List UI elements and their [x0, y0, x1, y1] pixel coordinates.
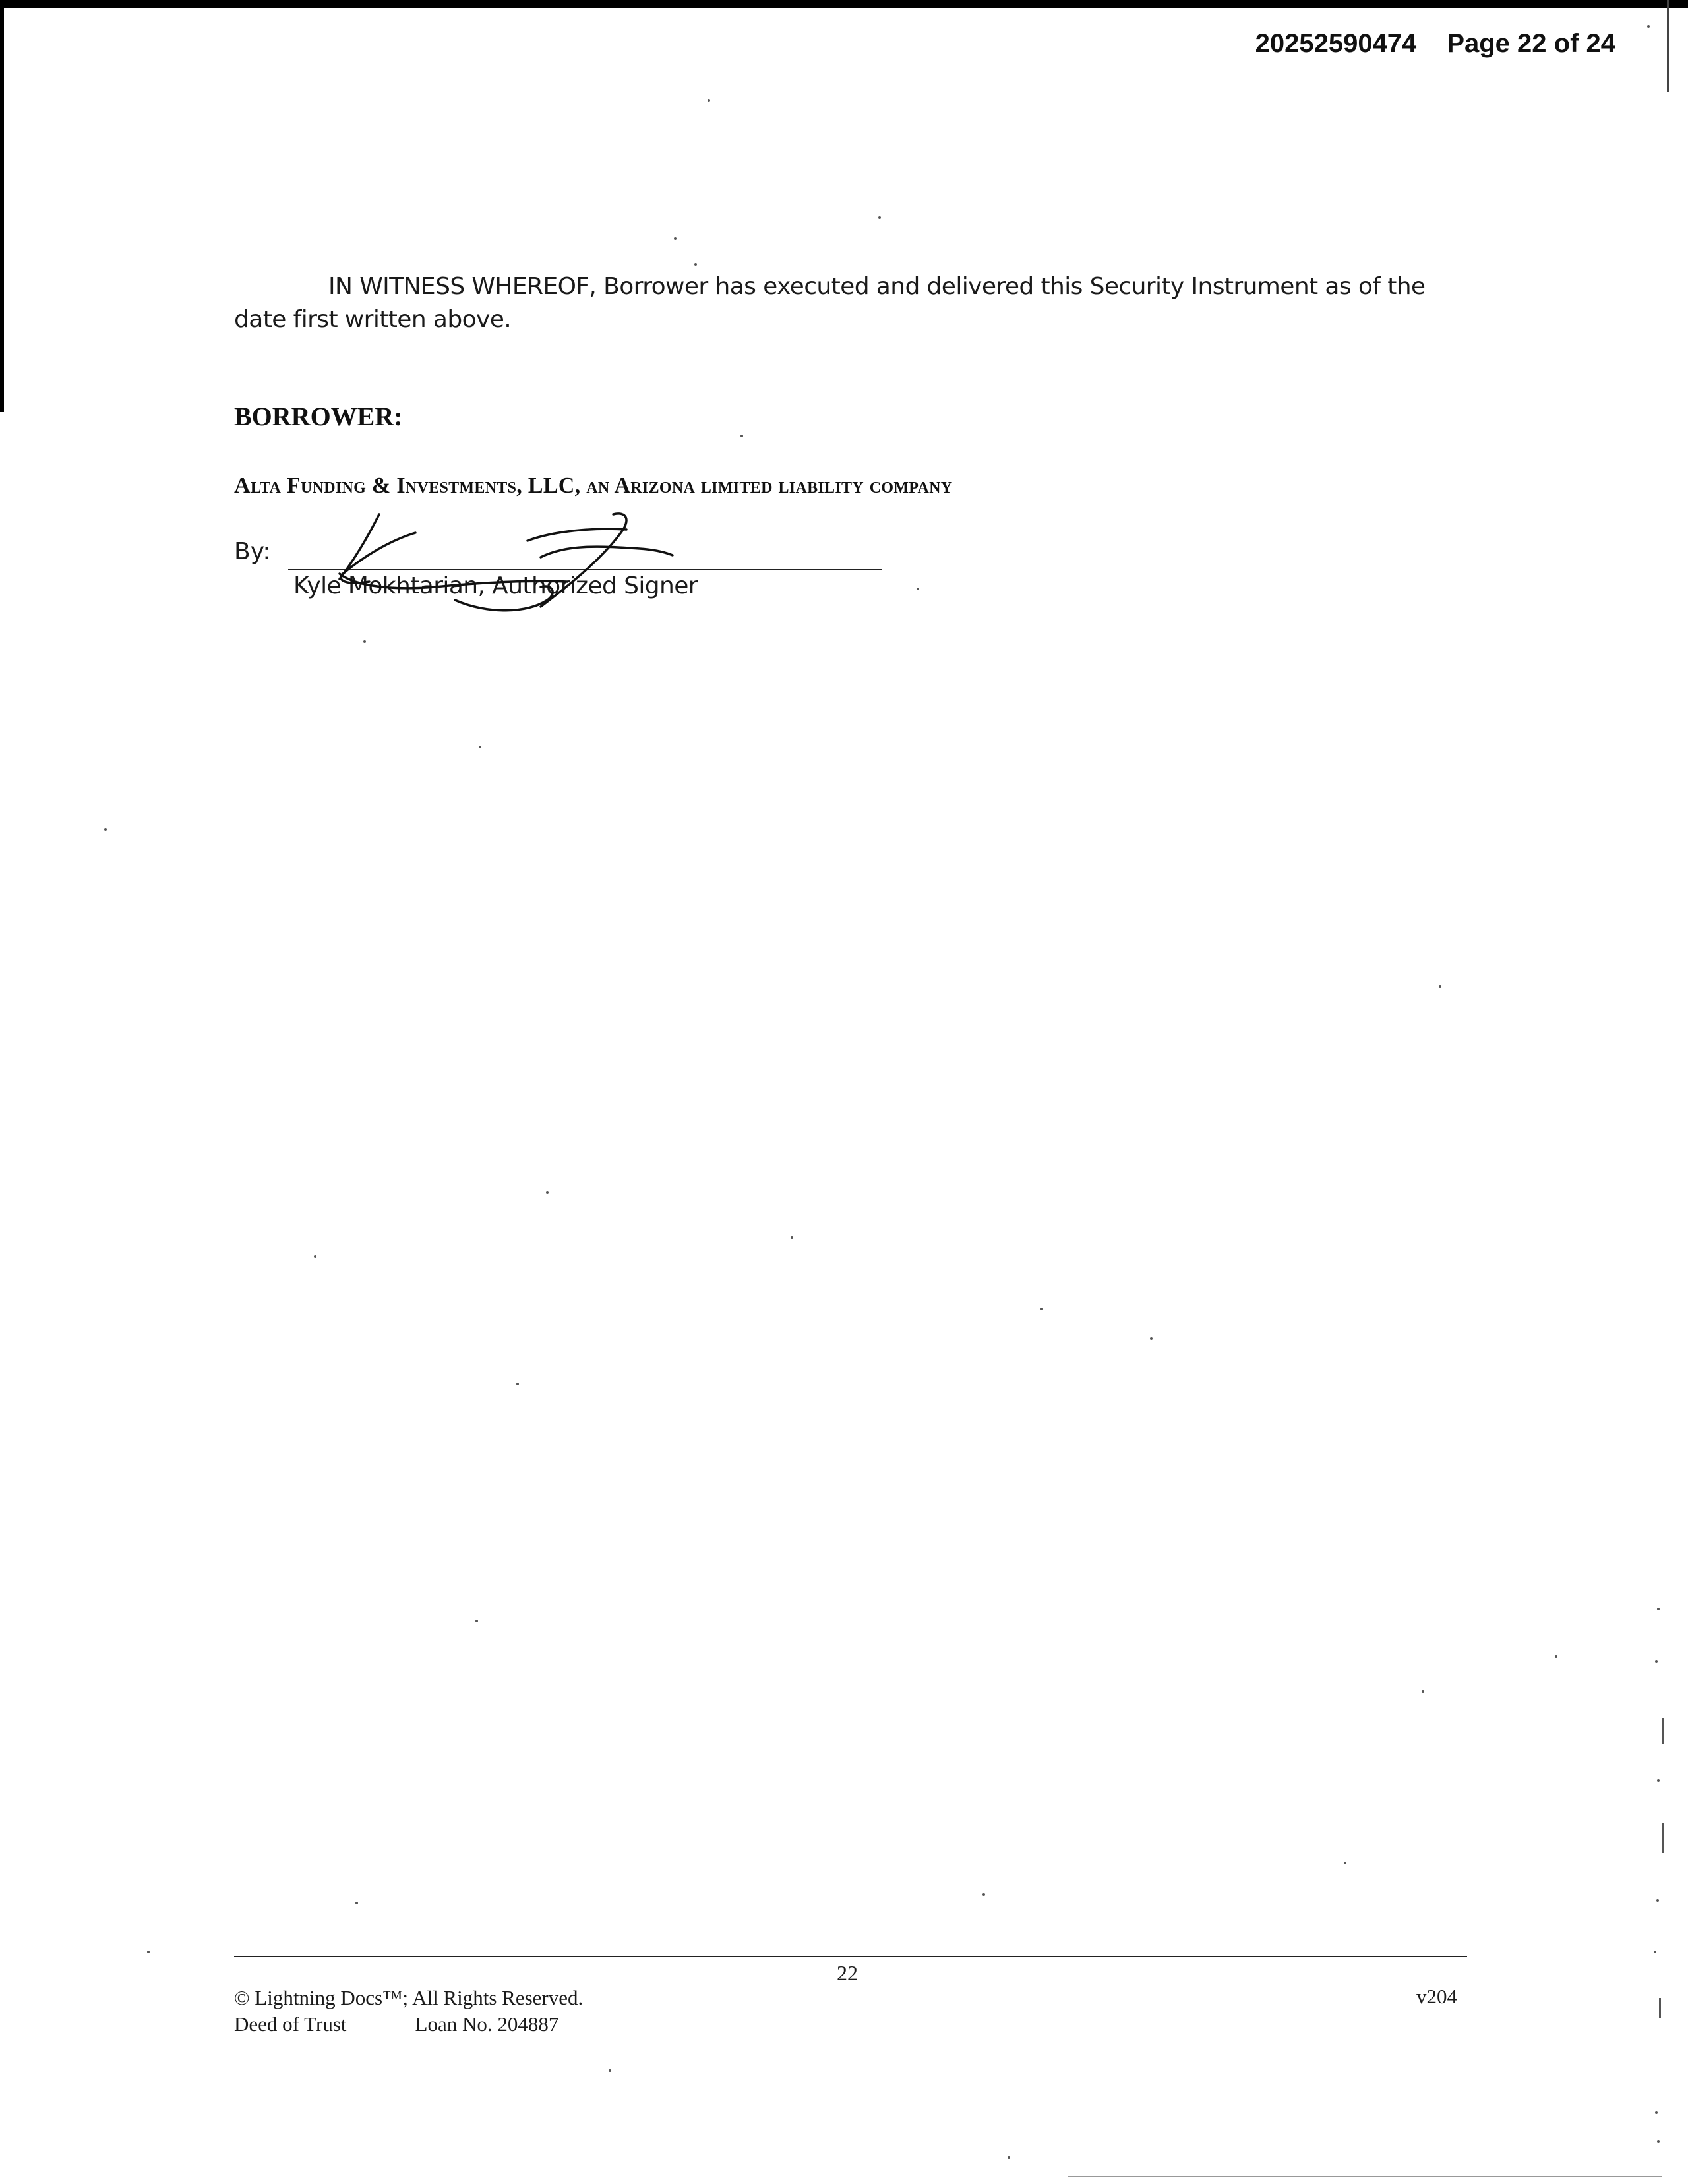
- footer-rule: [234, 1956, 1467, 1957]
- company-name: Alta Funding & Investments, LLC, an Arizona limited liability company: [234, 473, 953, 498]
- loan-number: Loan No. 204887: [415, 2013, 559, 2036]
- witness-text: IN WITNESS WHEREOF, Borrower has executed and delivered this Security Instrument as of the date first written above.: [234, 273, 1426, 333]
- by-label: By:: [234, 538, 271, 565]
- footer-left: [234, 1985, 583, 2038]
- page-label: Page 22 of 24: [1447, 29, 1615, 58]
- copyright-text: © Lightning Docs™; All Rights Reserved.: [234, 1986, 584, 2009]
- signer-caption: Kyle Mokhtarian, Authorized Signer: [293, 572, 698, 599]
- doc-type: Deed of Trust: [234, 2013, 347, 2036]
- document-number: 20252590474: [1255, 29, 1417, 58]
- page-number: 22: [837, 1961, 858, 1985]
- borrower-heading: BORROWER:: [234, 402, 403, 431]
- version-label: v204: [1416, 1985, 1457, 2008]
